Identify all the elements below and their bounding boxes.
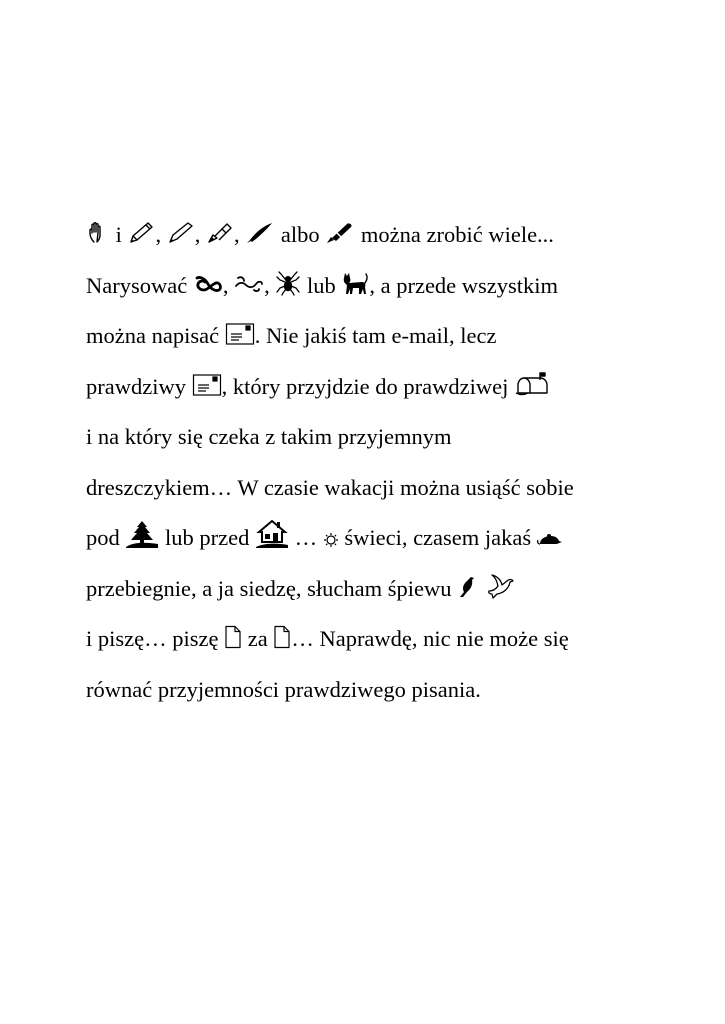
text-segment: można napisać (86, 323, 225, 348)
text-line (86, 564, 646, 615)
marker-pen-icon (325, 221, 355, 245)
text-line (86, 362, 646, 413)
house-icon (255, 518, 289, 548)
pencil-icon (128, 221, 156, 245)
text-line (86, 665, 646, 716)
swirl-ornament-icon (234, 272, 264, 296)
cat-icon (341, 272, 369, 296)
document-text (86, 210, 646, 715)
fountain-pen-icon (206, 221, 234, 245)
text-segment: , a przede wszystkim (369, 272, 559, 298)
text-segment: i (110, 222, 128, 247)
page-icon (224, 625, 242, 649)
quill-pen-icon (245, 221, 275, 245)
text-segment: równać przyjemności prawdziwego pisania. (86, 676, 481, 702)
text-segment: , (222, 272, 235, 298)
spider-icon (275, 270, 301, 296)
bird-icon (457, 575, 477, 599)
text-segment: , który przyjdzie do prawdziwej (221, 373, 514, 399)
text-segment: , (264, 272, 276, 298)
text-segment: Narysować (86, 272, 193, 298)
mailbox-icon (514, 371, 550, 397)
text-segment: … (288, 525, 323, 550)
ribbon-ornament-icon (193, 272, 223, 296)
text-segment: dreszczykiem… W czasie wakacji można usiąść sobie (86, 474, 574, 500)
text-segment: i piszę… piszę (86, 626, 225, 651)
tree-icon (125, 520, 159, 548)
text-segment: przebiegnie, a ja siedzę, słucham śpiewu (86, 575, 458, 601)
text-segment: , (234, 222, 246, 247)
text-segment: za (242, 626, 274, 651)
text-segment: lub (301, 272, 342, 298)
text-segment: świeci, czasem jakaś (338, 525, 537, 550)
pencil-outline-icon (167, 221, 195, 245)
text-line (86, 210, 646, 261)
text-line (86, 261, 646, 312)
text-segment: lub przed (159, 525, 255, 550)
text-line (86, 463, 646, 514)
letter-envelope-icon (192, 373, 222, 397)
text-line (86, 614, 646, 665)
text-line (86, 412, 646, 463)
mouse-icon (537, 532, 563, 548)
dove-icon (483, 573, 515, 599)
sun-icon (323, 532, 339, 548)
text-line (86, 513, 646, 564)
text-segment: można zrobić wiele... (355, 222, 554, 247)
text-line (86, 311, 646, 362)
text-segment: . Nie jakiś tam e-mail, lecz (254, 323, 497, 348)
text-segment: i na który się czeka z takim przyjemnym (86, 424, 452, 449)
text-segment: prawdziwy (86, 373, 192, 399)
page-icon (273, 625, 291, 649)
text-segment: , (155, 222, 167, 247)
text-segment: … Naprawdę, nic nie może się (291, 626, 569, 651)
letter-envelope-icon (225, 322, 255, 346)
text-segment: , (194, 222, 207, 247)
text-segment: pod (86, 525, 126, 550)
text-segment: albo (275, 222, 326, 247)
hand-icon (86, 221, 110, 245)
